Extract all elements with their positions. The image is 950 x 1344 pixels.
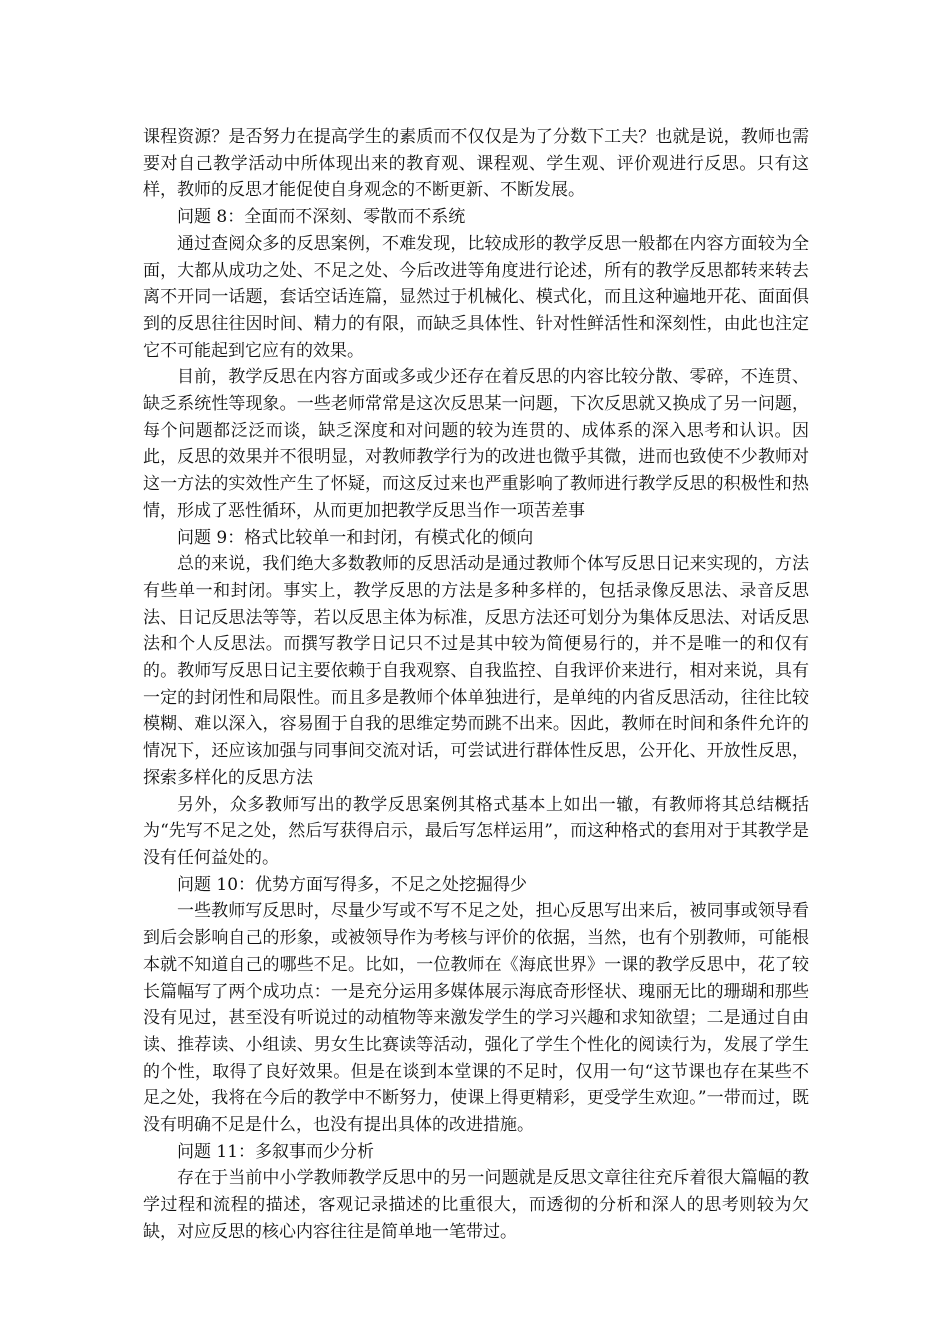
section-heading-problem-9: 问题 9：格式比较单一和封闭，有模式化的倾向 [177,527,534,548]
document-page [143,124,809,1246]
section-heading-problem-11: 问题 11：多叙事而少分析 [177,1141,375,1162]
section-heading-problem-8: 问题 8：全面而不深刻、零散而不系统 [177,207,466,228]
paragraph-continuation: 课程资源？是否努力在提高学生的素质而不仅仅是为了分数下工夫？也就是说，教师也需要对自己教学活动中所体现出来的教育观、课程观、学生观、评价观进行反思。只有这样，教师的反思才能促使自身观念的不断更新、不断发展。 [143,127,809,201]
paragraph-body: 总的来说，我们绝大多数教师的反思活动是通过教师个体写反思日记来实现的，方法有些单一和封闭。事实上，教学反思的方法是多种多样的，包括录像反思法、录音反思法、日记反思法等等，若以反思主体为标准，反思方法还可划分为集体反思法、对话反思法和个人反思法。而撰写教学日记只不过是其中较为简便易行的，并不是唯一的和仅有的。教师写反思日记主要依赖于自我观察、自我监控、自我评价来进行，相对来说，具有一定的封闭性和局限性。而且多是教师个体单独进行，是单纯的内省反思活动，往往比较模糊、难以深入，容易囿于自我的思维定势而跳不出来。因此，教师在时间和条件允许的情况下，还应该加强与同事间交流对话，可尝试进行群体性反思，公开化、开放性反思，探索多样化的反思方法 [143,554,809,788]
section-heading-problem-10: 问题 10：优势方面写得多，不足之处挖掘得少 [177,874,528,895]
paragraph-body: 通过查阅众多的反思案例，不难发现，比较成形的教学反思一般都在内容方面较为全面，大都从成功之处、不足之处、今后改进等角度进行论述，所有的教学反思都转来转去离不开同一话题，套话空话连篇，显然过于机械化、模式化，而且这种遍地开花、面面俱到的反思往往因时间、精力的有限，而缺乏具体性、针对性鲜活性和深刻性，由此也注定它不可能起到它应有的效果。 [143,233,809,361]
paragraph-body: 存在于当前中小学教师教学反思中的另一问题就是反思文章往往充斥着很大篇幅的教学过程和流程的描述，客观记录描述的比重很大，而透彻的分析和深人的思考则较为欠缺，对应反思的核心内容往往是简单地一笔带过。 [143,1168,809,1242]
paragraph-body: 一些教师写反思时，尽量少写或不写不足之处，担心反思写出来后，被同事或领导看到后会影响自己的形象，或被领导作为考核与评价的依据，当然，也有个别教师，可能根本就不知道自己的哪些不足。比如，一位教师在《海底世界》一课的教学反思中，花了较长篇幅写了两个成功点：一是充分运用多媒体展示海底奇形怪状、瑰丽无比的珊瑚和那些没有见过，甚至没有听说过的动植物等来激发学生的学习兴趣和求知欲望；二是通过自由读、推荐读、小组读、男女生比赛读等活动，强化了学生个性化的阅读行为，发展了学生的个性，取得了良好效果。但是在谈到本堂课的不足时，仅用一句“这节课也存在某些不足之处，我将在今后的教学中不断努力，使课上得更精彩，更受学生欢迎。”一带而过，既没有明确不足是什么，也没有提出具体的改进措施。 [143,901,809,1136]
paragraph-body: 目前，教学反思在内容方面或多或少还存在着反思的内容比较分散、零碎，不连贯、缺乏系统性等现象。一些老师常常是这次反思某一问题，下次反思就又换成了另一问题，每个问题都泛泛而谈，缺乏深度和对问题的较为连贯的、成体系的深入思考和认识。因此，反思的效果并不很明显，对教师教学行为的改进也微乎其微，进而也致使不少教师对这一方法的实效性产生了怀疑，而这反过来也严重影响了教师进行教学反思的积极性和热情，形成了恶性循环，从而更加把教学反思当作一项苦差事 [143,367,809,521]
paragraph-body: 另外，众多教师写出的教学反思案例其格式基本上如出一辙，有教师将其总结概括为“先写不足之处，然后写获得启示，最后写怎样运用”，而这种格式的套用对于其教学是没有任何益处的。 [143,794,809,868]
